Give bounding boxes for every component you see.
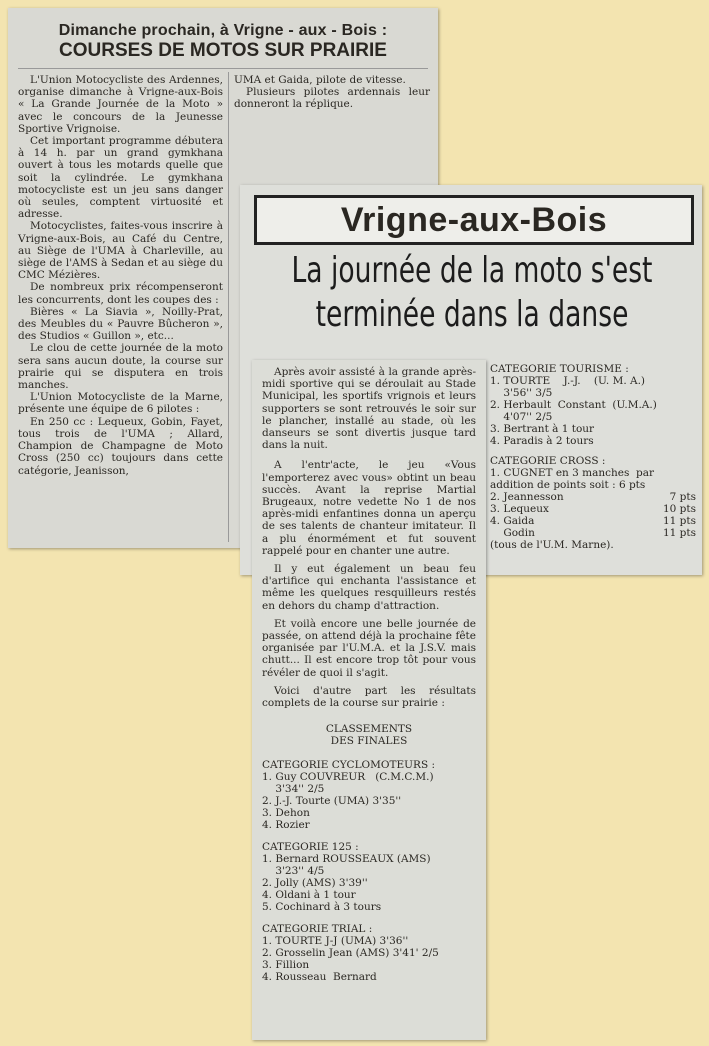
result-line: 3'34'' 2/5 <box>262 783 325 796</box>
result-line: 5. Cochinard à 3 tours <box>262 901 382 914</box>
result-line: 2. Grosselin Jean (AMS) 3'41' 2/5 <box>262 947 439 960</box>
cross-row <box>490 491 696 503</box>
cross-name: 3. Lequeux <box>490 503 549 515</box>
paragraph: Voici d'autre part les résultats complets de la course sur prairie : <box>262 684 476 710</box>
headline-line-1: La journée de la moto s'est <box>291 250 653 291</box>
article1-right-column <box>234 74 430 111</box>
headline-line-2: terminée dans la danse <box>315 294 629 335</box>
result-line: 4. Oldani à 1 tour <box>262 889 356 902</box>
cyclo-title: CATEGORIE CYCLOMOTEURS : <box>262 759 436 772</box>
paragraph: L'Union Motocycliste de la Marne, présente une équipe de 6 pilotes : <box>18 391 223 416</box>
paragraph: Il y eut également un beau feu d'artifice qui enchanta l'assistance et même les quelques resquilleurs restés en dehors du champ d'attraction. <box>262 563 476 612</box>
cross-row <box>490 503 696 515</box>
result-line: 2. Jolly (AMS) 3'39'' <box>262 877 368 890</box>
result-line: 1. Bernard ROUSSEAUX (AMS) <box>262 853 431 866</box>
result-line: 3. Bertrant à 1 tour <box>490 423 595 435</box>
paragraph: A l'entr'acte, le jeu «Vous l'emporterez avec vous» obtint un beau succès. Avant la reprise Martial Brugeaux, notre vedette No 1 de nos après-midi enfantines donna un aperçu de ses talents de chanteur imitateur. Il a plu énormément et fut souvent rappelé pour en chanter une autre. <box>262 459 476 557</box>
result-line: 4. Rozier <box>262 819 310 832</box>
cross-row <box>490 515 696 527</box>
paragraph: En 250 cc : Lequeux, Gobin, Fayet, tous trois de l'UMA ; Allard, Champion de Champagne de Moto Cross (250 cc) toujours dans cette catégorie, Jeanisson, <box>18 415 223 477</box>
result-line: 1. TOURTE J.-J. (U. M. A.) <box>490 375 646 387</box>
result-line: 1. Guy COUVREUR (C.M.C.M.) <box>262 771 434 784</box>
c125-title: CATEGORIE 125 : <box>262 841 359 854</box>
clipping-journee-moto-body <box>252 360 486 1040</box>
paragraph: Plusieurs pilotes ardennais leur donneront la réplique. <box>234 86 430 111</box>
cross-points: 7 pts <box>669 491 696 503</box>
banner-title: Vrigne-aux-Bois <box>340 201 608 239</box>
cross-points: 10 pts <box>662 503 696 515</box>
result-line: 3'56'' 3/5 <box>490 387 553 399</box>
result-line: 2. Herbault Constant (U.M.A.) <box>490 399 657 411</box>
paragraph: De nombreux prix récompenseront les concurrents, dont les coupes des : <box>18 281 223 306</box>
banner-box <box>254 195 694 245</box>
paragraph: L'Union Motocycliste des Ardennes, organise dimanche à Vrigne-aux-Bois « La Grande Journée de la Moto » avec le concours de la Jeunesse Sportive Vrignoise. <box>18 74 223 135</box>
result-line: 3. Dehon <box>262 807 310 820</box>
classements-title: CLASSEMENTS <box>325 723 413 736</box>
article1-headline: COURSES DE MOTOS SUR PRAIRIE <box>59 40 387 61</box>
divider <box>18 68 428 69</box>
paragraph: UMA et Gaida, pilote de vitesse. <box>234 74 406 86</box>
cross-points: 11 pts <box>662 527 696 539</box>
paragraph: Après avoir assisté à la grande après-midi sportive qui se déroulait au Stade Municipal, les sportifs vrignois et leurs supporters se sont retrouvés le soir sur le plancher, installé au stade, où les danseurs se sont divertis jusque tard dans la nuit. <box>262 366 476 452</box>
paragraph: Cet important programme débutera à 14 h. par un grand gymkhana ouvert à tous les motards quelle que soit la cylindrée. Le gymkhana motocycliste est un jeu sans danger où seules, comptent virtuosité et adresse. <box>18 135 223 221</box>
cross-name: Godin <box>490 527 535 539</box>
classements-subtitle: DES FINALES <box>330 735 408 748</box>
article2-headline <box>248 249 696 337</box>
cross-title: CATEGORIE CROSS : <box>490 455 606 467</box>
paragraph: Bières « La Siavia », Noilly-Prat, des Meubles du « Pauvre Bûcheron », des Studios « Guillon », etc... <box>18 305 223 343</box>
result-line: 1. TOURTE J-J (UMA) 3'36'' <box>262 935 409 948</box>
paragraph: Et voilà encore une belle journée de passée, on attend déjà la prochaine fête organisée par l'U.M.A. et la J.S.V. mais chutt... Il est encore trop tôt pour vous révéler de quoi il s'agit. <box>262 617 476 679</box>
result-line: 1. CUGNET en 3 manches par <box>490 467 655 479</box>
result-line: 4'07'' 2/5 <box>490 411 553 423</box>
cross-name: 2. Jeannesson <box>490 491 564 503</box>
results-right-column <box>490 363 696 551</box>
result-line: 4. Rousseau Bernard <box>262 971 377 984</box>
cross-row <box>490 527 696 539</box>
paragraph: Motocyclistes, faites-vous inscrire à Vrigne-aux-Bois, au Café du Centre, au Siège de l'UMA à Charleville, au siège de l'AMS à Sedan et au siège du CMC Mézières. <box>18 220 223 282</box>
column-rule <box>228 72 229 542</box>
trial-title: CATEGORIE TRIAL : <box>262 923 373 936</box>
result-line: 3'23'' 4/5 <box>262 865 325 878</box>
paragraph: Le clou de cette journée de la moto sera sans aucun doute, la course sur prairie qui se disputera en trois manches. <box>18 342 223 392</box>
cross-points: 11 pts <box>662 515 696 527</box>
cross-name: 4. Gaida <box>490 515 535 527</box>
result-line: 3. Fillion <box>262 959 310 972</box>
cross-note: (tous de l'U.M. Marne). <box>490 539 614 551</box>
article1-kicker: Dimanche prochain, à Vrigne - aux - Bois : <box>58 22 388 39</box>
article1-header <box>20 22 426 62</box>
result-line: 2. J.-J. Tourte (UMA) 3'35'' <box>262 795 402 808</box>
tourisme-title: CATEGORIE TOURISME : <box>490 363 629 375</box>
result-line: 4. Paradis à 2 tours <box>490 435 594 447</box>
article1-left-column <box>18 74 223 477</box>
article2-body <box>262 366 476 983</box>
result-line: addition de points soit : 6 pts <box>490 479 646 491</box>
